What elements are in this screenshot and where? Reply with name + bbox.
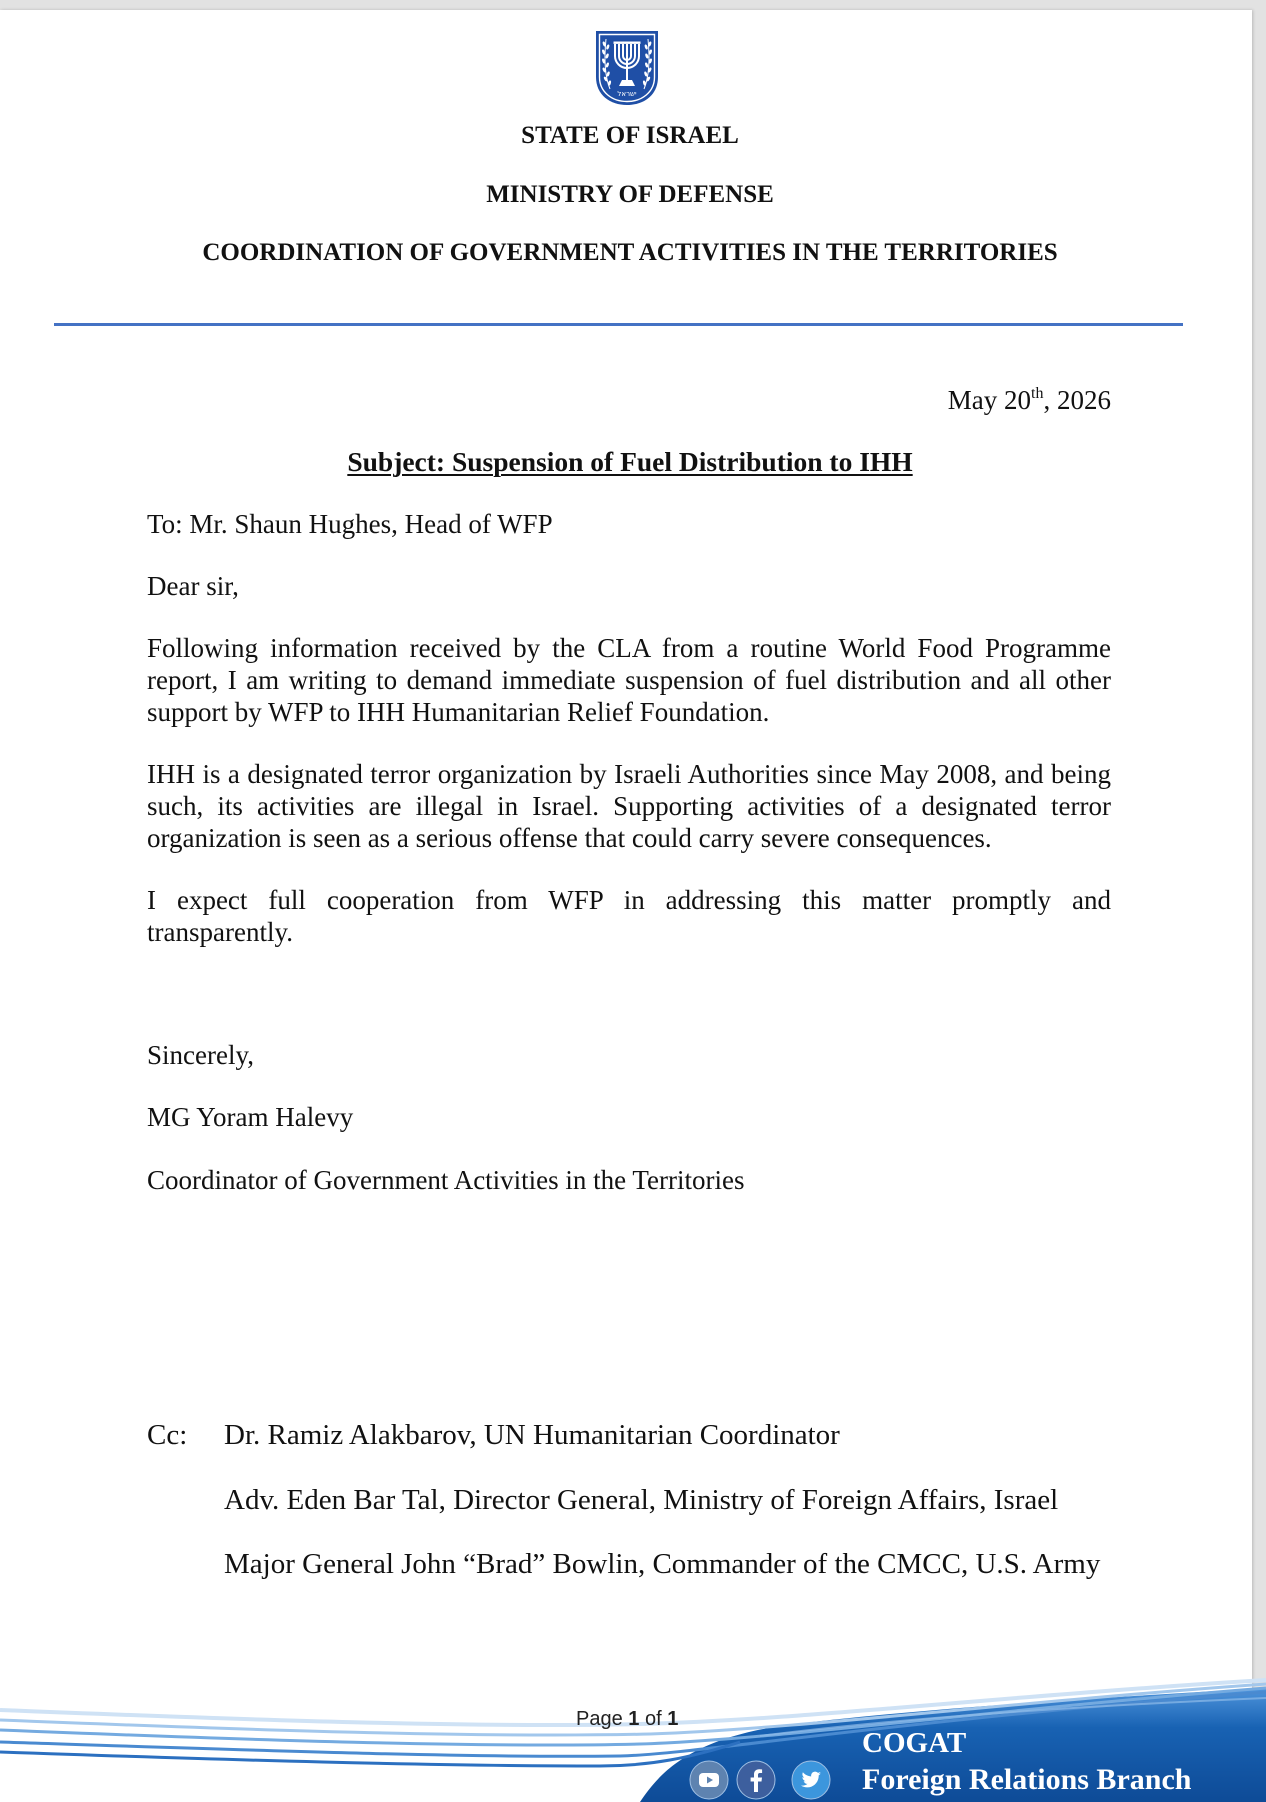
date-year: , 2026 — [1043, 385, 1111, 415]
paragraph-line: report, I am writing to demand immediate suspension of fuel distribution and all other — [147, 665, 1111, 695]
cc-recipient: Adv. Eden Bar Tal, Director General, Ministry of Foreign Affairs, Israel — [224, 1484, 1059, 1516]
emblem-text: ישראל — [617, 90, 637, 98]
cc-label: Cc: — [147, 1419, 188, 1451]
date-ordinal: th — [1031, 385, 1044, 402]
footer-branch: Foreign Relations Branch — [862, 1763, 1192, 1796]
cc-recipient: Major General John “Brad” Bowlin, Commander of the CMCC, U.S. Army — [224, 1548, 1101, 1580]
israel-state-emblem-icon — [593, 29, 661, 107]
twitter-icon — [791, 1760, 831, 1800]
salutation: Dear sir, — [147, 571, 239, 601]
cc-recipient: Dr. Ramiz Alakbarov, UN Humanitarian Coordinator — [224, 1419, 840, 1451]
page-label: Page — [576, 1708, 623, 1730]
closing: Sincerely, — [147, 1040, 254, 1070]
page-total: 1 — [667, 1708, 679, 1730]
paragraph-line: IHH is a designated terror organization by Israeli Authorities since May 2008, and being — [147, 759, 1111, 789]
signatory-name: MG Yoram Halevy — [147, 1102, 354, 1132]
page-number — [576, 1707, 678, 1731]
signatory-title: Coordinator of Government Activities in the Territories — [147, 1165, 745, 1195]
body-paragraph-1 — [147, 632, 1111, 728]
header-state: STATE OF ISRAEL — [521, 122, 739, 149]
subject-text: Subject: Suspension of Fuel Distribution to IHH — [347, 446, 913, 477]
youtube-icon — [689, 1760, 729, 1800]
facebook-icon — [736, 1760, 776, 1800]
footer-org: COGAT — [862, 1727, 967, 1759]
body-paragraph-3 — [147, 884, 1111, 948]
date-month-day: May 20 — [947, 385, 1032, 415]
header-unit: COORDINATION OF GOVERNMENT ACTIVITIES IN THE TERRITORIES — [202, 239, 1058, 266]
footer — [0, 1662, 1266, 1802]
paragraph-line: organization is seen as a serious offense that could carry severe consequences. — [147, 823, 992, 853]
paragraph-line: Following information received by the CLA from a routine World Food Programme — [147, 633, 1111, 663]
paragraph-line: support by WFP to IHH Humanitarian Relief Foundation. — [147, 697, 770, 727]
page-current: 1 — [628, 1708, 640, 1730]
paragraph-line: transparently. — [147, 917, 293, 947]
recipient-line: To: Mr. Shaun Hughes, Head of WFP — [147, 509, 553, 539]
letter-date — [948, 384, 1111, 416]
paragraph-line: I expect full cooperation from WFP in addressing this matter promptly and — [147, 885, 1111, 915]
letter-page — [0, 10, 1252, 1802]
letter-subject — [0, 446, 1260, 478]
paragraph-line: such, its activities are illegal in Israel. Supporting activities of a designated terror — [147, 791, 1111, 821]
header-ministry: MINISTRY OF DEFENSE — [486, 181, 774, 208]
header-divider — [54, 323, 1183, 326]
page-of: of — [644, 1708, 662, 1730]
body-paragraph-2 — [147, 758, 1111, 854]
